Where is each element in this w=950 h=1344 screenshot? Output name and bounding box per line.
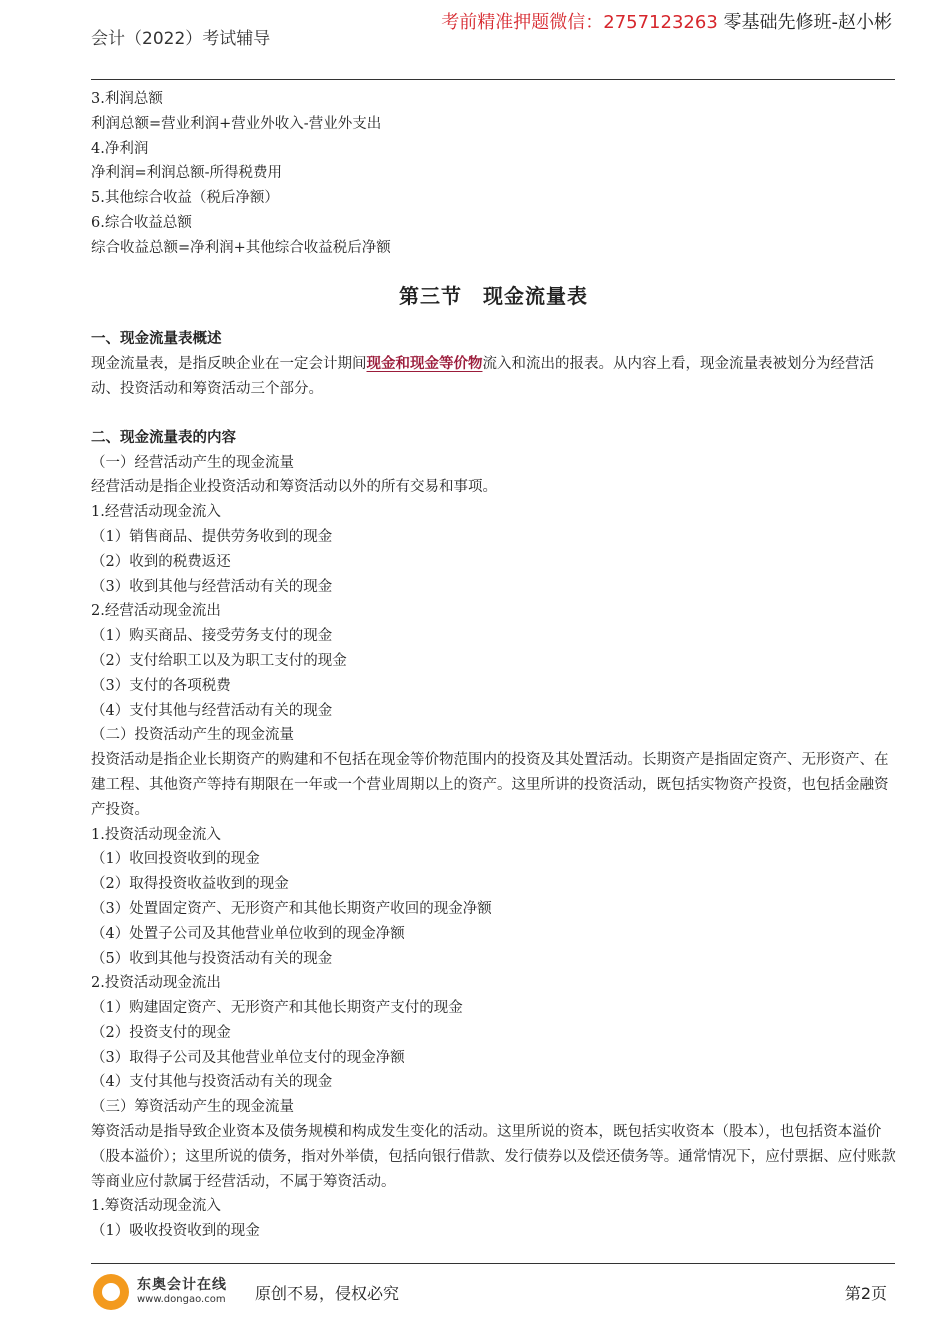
- text-paragraph: 筹资活动是指导致企业资本及债务规模和构成发生变化的活动。这里所说的资本，既包括实收资本（股本），也包括资本溢价（股本溢价）；这里所说的债务，指对外举债，包括向银行借款、发行债券以及偿还债务等。通常情况下，应付票据、应付账款等商业应付款属于经营活动，不属于筹资活动。: [91, 1124, 896, 1190]
- text-line: （4）支付其他与经营活动有关的现金: [91, 702, 333, 719]
- text-line: （2）收到的税费返还: [91, 553, 231, 570]
- text-line: 2.经营活动现金流出: [91, 603, 221, 620]
- text-line: （3）处置固定资产、无形资产和其他长期资产收回的现金净额: [91, 900, 492, 917]
- text-line: 6.综合收益总额: [91, 214, 192, 231]
- text-line: （三）筹资活动产生的现金流量: [91, 1099, 294, 1116]
- text-line: 净利润=利润总额-所得税费用: [91, 165, 283, 182]
- spacer: [91, 402, 896, 426]
- promo-wechat: 考前精准押题微信：2757123263: [441, 12, 718, 33]
- text-line: （1）购建固定资产、无形资产和其他长期资产支付的现金: [91, 1000, 463, 1017]
- header-divider: [91, 79, 895, 80]
- header-title: 会计（2022）考试辅导: [91, 29, 271, 49]
- overview-paragraph: [91, 352, 896, 402]
- text-line: （2）取得投资收益收到的现金: [91, 876, 289, 893]
- logo-mark-icon: [93, 1274, 129, 1310]
- text-line: （4）支付其他与投资活动有关的现金: [91, 1074, 333, 1091]
- text-line: 1.投资活动现金流入: [91, 826, 221, 843]
- text-paragraph: 投资活动是指企业长期资产的购建和不包括在现金等价物范围内的投资及其处置活动。长期资产是指固定资产、无形资产、在建工程、其他资产等持有期限在一年或一个营业周期以上的资产。这里所讲的投资活动，既包括实物资产投资，也包括金融资产投资。: [91, 752, 889, 818]
- highlight-cash-equivalents: 现金和现金等价物: [366, 355, 483, 373]
- logo-name: 东奥会计在线: [137, 1277, 227, 1293]
- logo-url: www.dongao.com: [137, 1294, 226, 1305]
- text-line: （2）投资支付的现金: [91, 1024, 231, 1041]
- text-line: 综合收益总额=净利润+其他综合收益税后净额: [91, 239, 391, 256]
- overview-text-before: 现金流量表，是指反映企业在一定会计期间: [91, 356, 367, 373]
- section-title: 第三节 现金流量表: [399, 283, 588, 308]
- heading-overview: 一、现金流量表概述: [91, 331, 222, 348]
- text-line: 1.筹资活动现金流入: [91, 1198, 221, 1215]
- text-line: （一）经营活动产生的现金流量: [91, 454, 294, 471]
- text-line: （1）吸收投资收到的现金: [91, 1223, 260, 1240]
- text-line: （3）支付的各项税费: [91, 677, 231, 694]
- text-line: 3.利润总额: [91, 91, 163, 107]
- heading-contents: 二、现金流量表的内容: [91, 429, 236, 446]
- promo-course: 零基础先修班-赵小彬: [717, 12, 892, 33]
- text-line: 1.经营活动现金流入: [91, 504, 221, 521]
- text-line: 4.净利润: [91, 140, 149, 157]
- footer-divider: [91, 1263, 895, 1264]
- page-number: 第2页: [844, 1284, 887, 1303]
- text-line: 5.其他综合收益（税后净额）: [91, 190, 279, 207]
- overview-text-after: 流入和流出的报表。从内容上看，现金流量表被划分为经营活动、投资活动和筹资活动三个部分。: [91, 356, 874, 397]
- text-line: （1）收回投资收到的现金: [91, 851, 260, 868]
- text-line: （2）支付给职工以及为职工支付的现金: [91, 652, 347, 669]
- footer-slogan: 原创不易，侵权必究: [255, 1284, 400, 1303]
- text-line: （1）购买商品、接受劳务支付的现金: [91, 628, 333, 645]
- text-line: 2.投资活动现金流出: [91, 975, 221, 992]
- text-line: 利润总额=营业利润+营业外收入-营业外支出: [91, 115, 382, 132]
- header-promo: [422, 10, 892, 35]
- text-line: 经营活动是指企业投资活动和筹资活动以外的所有交易和事项。: [91, 479, 497, 496]
- text-line: （1）销售商品、提供劳务收到的现金: [91, 528, 333, 545]
- text-line: （4）处置子公司及其他营业单位收到的现金净额: [91, 925, 405, 942]
- text-line: （3）取得子公司及其他营业单位支付的现金净额: [91, 1049, 405, 1066]
- text-line: （3）收到其他与经营活动有关的现金: [91, 578, 333, 595]
- text-line: （二）投资活动产生的现金流量: [91, 727, 294, 744]
- text-line: （5）收到其他与投资活动有关的现金: [91, 950, 333, 967]
- dongao-logo: [93, 1270, 243, 1316]
- document-body: [91, 87, 896, 1244]
